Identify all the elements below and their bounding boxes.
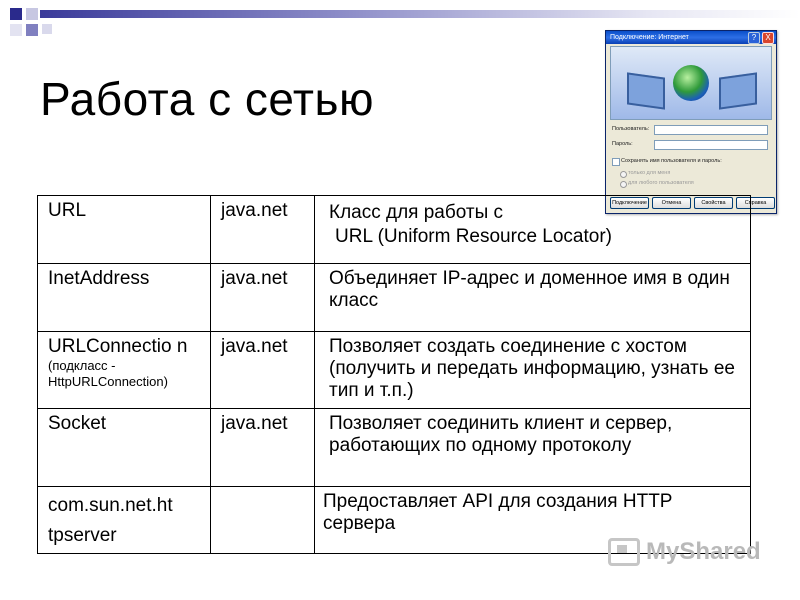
description: Позволяет создать соединение с хостом (получить и передать информацию, узнать ее тип и т.п.): [329, 336, 735, 401]
slide-title: Работа с сетью: [40, 73, 374, 125]
decor-square: [10, 24, 22, 36]
package-name: java.net: [221, 200, 288, 221]
radio-only-me[interactable]: [620, 171, 627, 178]
decor-square: [26, 24, 38, 36]
network-globe-icon: [673, 65, 709, 101]
package-name: [211, 487, 314, 493]
package-name: java.net: [221, 413, 288, 434]
monitor-icon: [719, 72, 757, 109]
properties-button[interactable]: Свойства: [694, 197, 733, 209]
dialog-title: Подключение: Интернет: [610, 34, 689, 41]
watermark: [608, 538, 761, 566]
description: Предоставляет API для создания HTTP сервера: [323, 491, 673, 534]
class-note: (подкласс - HttpURLConnection): [48, 358, 168, 389]
decor-square: [42, 24, 52, 34]
connection-dialog: [605, 30, 777, 214]
package-name: java.net: [221, 336, 288, 357]
decor-gradient-bar: [40, 10, 800, 18]
save-credentials-checkbox[interactable]: [612, 158, 620, 166]
table-row: [38, 332, 751, 409]
decor-square: [10, 8, 22, 20]
dialog-titlebar: [606, 31, 776, 44]
presentation-board-icon: [608, 538, 640, 566]
classes-table: [37, 195, 751, 554]
decor-square: [26, 8, 38, 20]
user-input[interactable]: [654, 125, 768, 135]
connect-button[interactable]: Подключение: [610, 197, 649, 209]
table-row: [38, 409, 751, 487]
watermark-text: MyShared: [646, 538, 761, 565]
class-name: URL: [48, 200, 87, 221]
table-row: [38, 196, 751, 264]
user-label: Пользователь:: [612, 126, 650, 132]
radio-only-me-label: только для меня: [628, 170, 671, 176]
class-name: Socket: [48, 413, 107, 434]
class-name: com.sun.net.ht tpserver: [48, 495, 173, 546]
monitor-icon: [627, 72, 665, 109]
help-dialog-button[interactable]: Справка: [736, 197, 775, 209]
description-line2: URL (Uniform Resource Locator): [335, 226, 612, 247]
description: Позволяет соединить клиент и сервер, работающих по одному протоколу: [329, 413, 673, 456]
package-name: java.net: [221, 268, 288, 289]
help-button[interactable]: ?: [748, 32, 760, 44]
cancel-button[interactable]: Отмена: [652, 197, 691, 209]
password-label: Пароль:: [612, 141, 633, 147]
description: Класс для работы с: [329, 202, 504, 223]
class-name: InetAddress: [48, 268, 150, 289]
description: Объединяет IP-адрес и доменное имя в один класс: [329, 268, 730, 311]
password-input[interactable]: [654, 140, 768, 150]
close-button[interactable]: X: [762, 32, 774, 44]
table-row: [38, 264, 751, 332]
dialog-banner: [610, 46, 772, 120]
radio-any-user[interactable]: [620, 181, 627, 188]
save-credentials-label: Сохранять имя пользователя и пароль:: [621, 158, 722, 164]
radio-any-user-label: для любого пользователя: [628, 180, 694, 186]
class-name: URLConnectio n: [48, 336, 188, 357]
